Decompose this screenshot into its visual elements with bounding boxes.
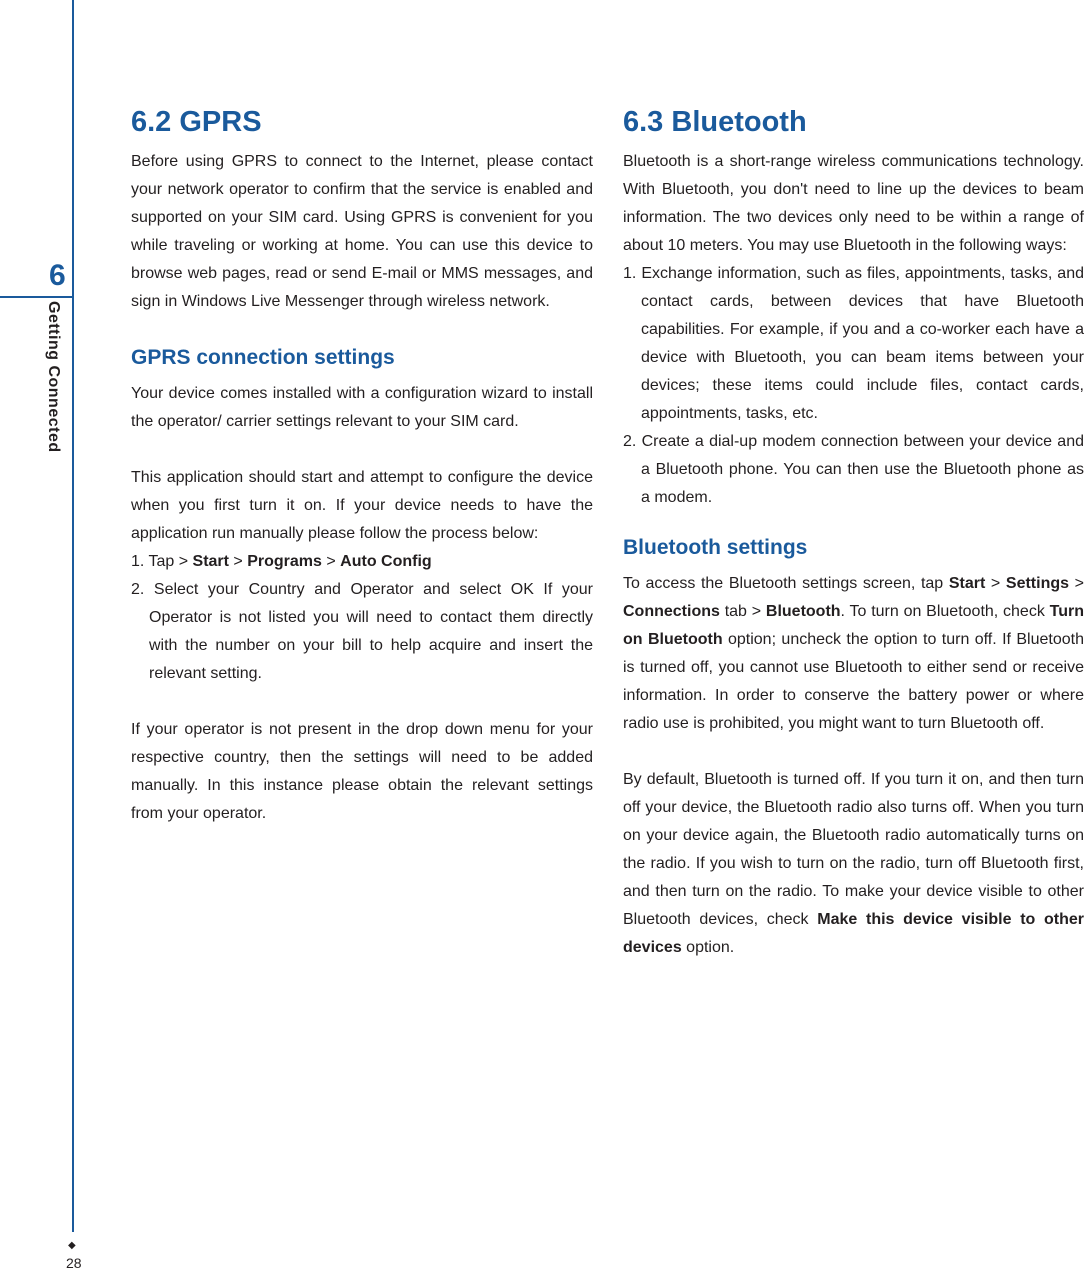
gprs-heading: 6.2 GPRS: [131, 106, 262, 138]
bluetooth-settings-heading: Bluetooth settings: [623, 536, 808, 559]
gprs-settings-paragraph-3: If your operator is not present in the drop down menu for your respective country, then the settings will need to be added manually. In this instance please obtain the relevant settings from your operator.: [131, 721, 593, 822]
bluetooth-intro: Bluetooth is a short-range wireless communications technology. With Bluetooth, you don't need to line up the devices to beam information. The two devices only need to be within a range of about 10 meters. You may use Bluetooth in the following ways:: [623, 153, 1084, 254]
sidebar-rule: [72, 0, 74, 1232]
gprs-intro: Before using GPRS to connect to the Internet, please contact your network operator to confirm that the service is enabled and supported on your SIM card. Using GPRS is convenient for you while traveling or working at home. You can use this device to browse web pages, read or send E-mail or MMS messages, and sign in Windows Live Messenger through wireless network.: [131, 153, 593, 310]
bluetooth-settings-paragraph-1: To access the Bluetooth settings screen, tap Start > Settings > Connections tab > Bluetooth. To turn on Bluetooth, check Turn on Bluetooth option; uncheck the option to turn off. If Bluetooth is turned off, you cannot use Bluetooth to either send or receive information. In order to conserve the battery power or where radio use is prohibited, you might want to turn Bluetooth off.: [623, 575, 1084, 732]
chapter-tab-rule: [0, 296, 74, 298]
gprs-settings-paragraph-2: This application should start and attempt to configure the device when you first turn it on. If your device needs to have the application run manually please follow the process below:: [131, 469, 593, 542]
bluetooth-ways: [623, 260, 1084, 512]
bluetooth-heading: 6.3 Bluetooth: [623, 106, 807, 138]
chapter-title: Getting Connected: [45, 301, 62, 453]
bluetooth-section: [623, 104, 1084, 962]
bluetooth-settings-paragraph-2: By default, Bluetooth is turned off. If you turn it on, and then turn off your device, the Bluetooth radio also turns off. When you turn on your device again, the Bluetooth radio automatically turns on the radio. If you wish to turn on the radio, turn off Bluetooth first, and then turn on the radio. To make your device visible to other Bluetooth devices, check Make this device visible to other devices option.: [623, 771, 1085, 956]
gprs-step-1: 1. Tap > Start > Programs > Auto Config: [131, 553, 432, 570]
gprs-steps: [131, 548, 593, 688]
gprs-settings-heading: GPRS connection settings: [131, 346, 395, 369]
chapter-number: 6: [49, 259, 66, 292]
page-marker-icon: ◆: [68, 1240, 76, 1251]
gprs-step-2: 2. Select your Country and Operator and select OK If your Operator is not listed you will need to contact them directly with the number on your bill to help acquire and insert the relevant setting.: [131, 581, 593, 682]
bluetooth-way-2: 2. Create a dial-up modem connection between your device and a Bluetooth phone. You can then use the Bluetooth phone as a modem.: [623, 433, 1084, 506]
page-number: 28: [66, 1255, 82, 1271]
bluetooth-way-1: 1. Exchange information, such as files, appointments, tasks, and contact cards, between devices that have Bluetooth capabilities. For example, if you and a co-worker each have a device with Bluetooth, you can beam items between your devices; these items could include files, contact cards, appointments, tasks, etc.: [623, 265, 1084, 422]
gprs-settings-paragraph-1: Your device comes installed with a configuration wizard to install the operator/ carrier settings relevant to your SIM card.: [131, 385, 593, 430]
gprs-section: [131, 104, 593, 828]
